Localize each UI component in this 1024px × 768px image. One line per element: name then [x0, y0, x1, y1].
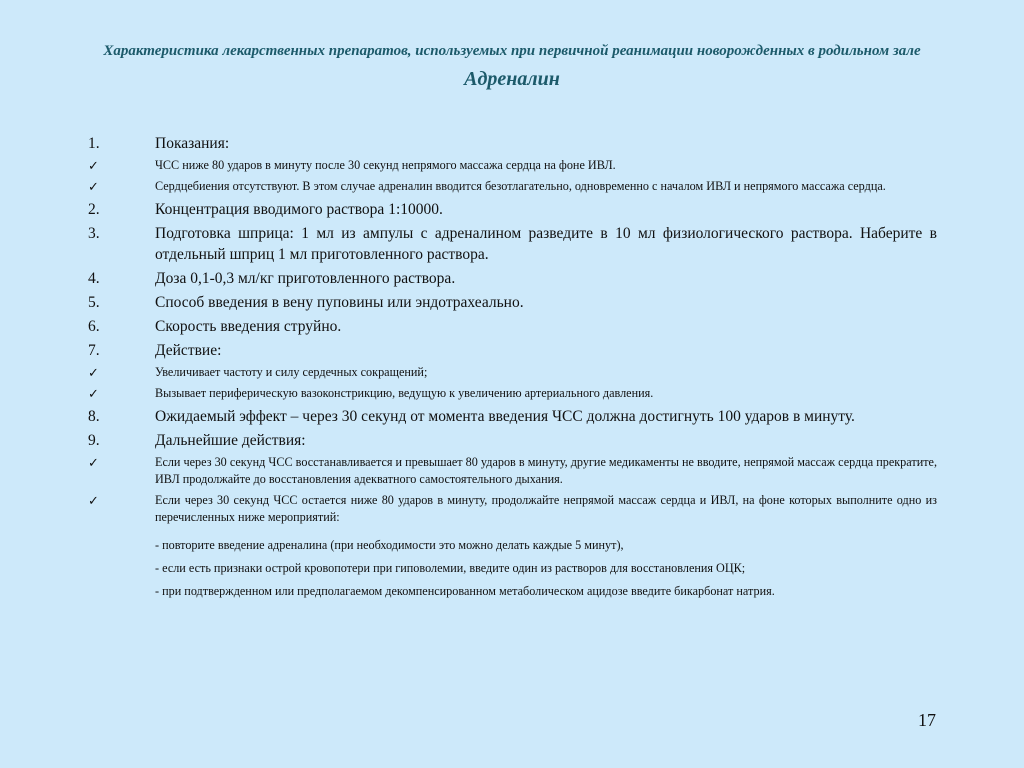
item-text: Ожидаемый эффект – через 30 секунд от момента введения ЧСС должна достигнуть 100 ударов в минуту.: [155, 408, 855, 425]
item-number: 4.: [88, 270, 100, 287]
check-icon: ✓: [88, 455, 99, 470]
item-text: Увеличивает частоту и силу сердечных сокращений;: [155, 365, 428, 379]
item-number: 3.: [88, 225, 100, 242]
item-text: Доза 0,1-0,3 мл/кг приготовленного раствора.: [155, 270, 456, 287]
slide-subtitle: Адреналин: [464, 68, 560, 90]
check-item: [88, 454, 937, 488]
slide-header: [60, 42, 964, 91]
list-item-7: [88, 340, 937, 361]
item-text: Дальнейшие действия:: [155, 432, 306, 449]
dash-item: - если есть признаки острой кровопотери при гиповолемии, введите один из растворов для восстановления ОЦК;: [155, 561, 746, 575]
check-item: [88, 492, 937, 526]
check-item: [88, 364, 937, 381]
list-item-3: [88, 223, 937, 265]
item-number: 8.: [88, 408, 100, 425]
item-number: 6.: [88, 318, 100, 335]
item-number: 5.: [88, 294, 100, 311]
slide-title: Характеристика лекарственных препаратов, используемых при первичной реанимации новорожденных в родильном зале: [103, 43, 921, 59]
list-item-5: [88, 292, 937, 313]
item-text: Подготовка шприца: 1 мл из ампулы с адреналином разведите в 10 мл физиологического раствора. Наберите в отдельный шприц 1 мл приготовленного раствора.: [155, 225, 937, 263]
check-icon: ✓: [88, 158, 99, 173]
item-text: Концентрация вводимого раствора 1:10000.: [155, 201, 443, 218]
item-text: Вызывает периферическую вазоконстрикцию, ведущую к увеличению артериального давления.: [155, 386, 654, 400]
list-item-1: [88, 133, 937, 154]
item-number: 7.: [88, 342, 100, 359]
check-item: [88, 178, 937, 195]
dash-item: - при подтвержденном или предполагаемом декомпенсированном метаболическом ацидозе введите бикарбонат натрия.: [155, 584, 775, 598]
check-item: [88, 157, 937, 174]
item-number: 9.: [88, 432, 100, 449]
content-list: [88, 133, 937, 606]
list-item-6: [88, 316, 937, 337]
list-item-4: [88, 268, 937, 289]
item-text: Если через 30 секунд ЧСС остается ниже 80 ударов в минуту, продолжайте непрямой массаж сердца и ИВЛ, на фоне которых выполните одно из перечисленных ниже мероприятий:: [155, 493, 937, 524]
item-text: Действие:: [155, 342, 222, 359]
check-item: [88, 385, 937, 402]
check-icon: ✓: [88, 179, 99, 194]
check-icon: ✓: [88, 365, 99, 380]
item-text: Если через 30 секунд ЧСС восстанавливается и превышает 80 ударов в минуту, другие медикаменты не вводите, непрямой массаж сердца прекратите, ИВЛ продолжайте до восстановления адекватного самостоятельного дыхания.: [155, 455, 937, 486]
check-icon: ✓: [88, 493, 99, 508]
list-item-8: [88, 406, 937, 427]
item-text: Сердцебиения отсутствуют. В этом случае адреналин вводится безотлагательно, одновременно с началом ИВЛ и непрямого массажа сердца.: [155, 179, 886, 193]
item-text: Скорость введения струйно.: [155, 318, 342, 335]
item-text: Способ введения в вену пуповины или эндотрахеально.: [155, 294, 524, 311]
item-number: 2.: [88, 201, 100, 218]
item-text: ЧСС ниже 80 ударов в минуту после 30 секунд непрямого массажа сердца на фоне ИВЛ.: [155, 158, 616, 172]
list-item-2: [88, 199, 937, 220]
item-text: Показания:: [155, 135, 230, 152]
item-number: 1.: [88, 135, 100, 152]
list-item-9: [88, 430, 937, 451]
page-number: 17: [918, 710, 936, 730]
check-icon: ✓: [88, 386, 99, 401]
dash-item: - повторите введение адреналина (при необходимости это можно делать каждые 5 минут),: [155, 538, 624, 552]
